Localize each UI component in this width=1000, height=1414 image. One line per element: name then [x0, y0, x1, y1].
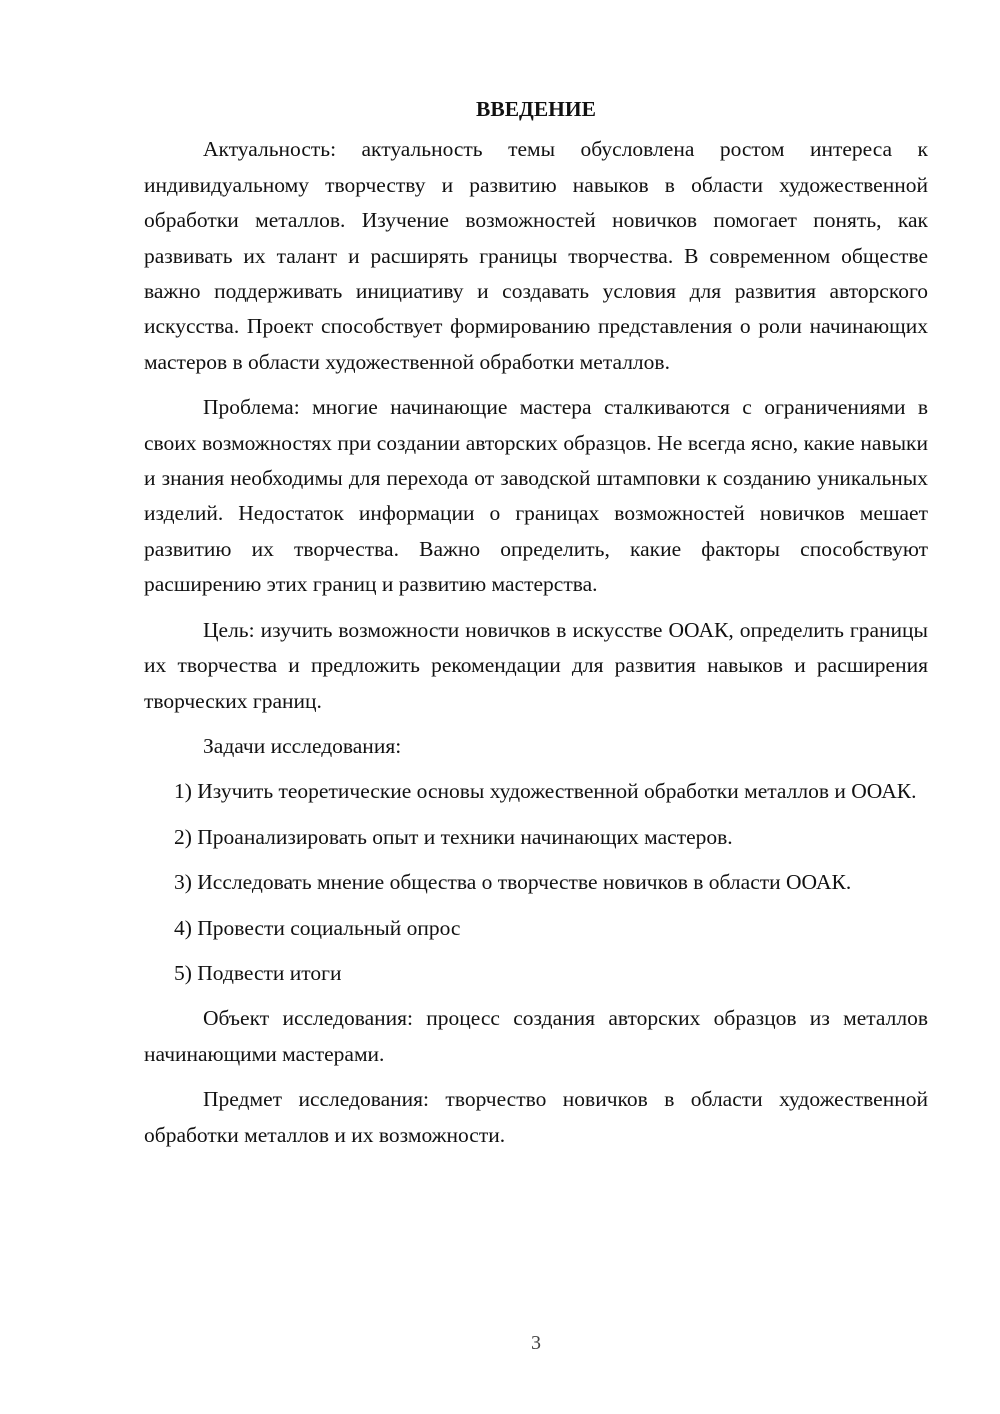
- tasks-heading: Задачи исследования:: [203, 733, 402, 758]
- task-item-3: 3) Исследовать мнение общества о творчестве новичков в области ООАК.: [174, 870, 852, 895]
- goal-paragraph: Цель: изучить возможности новичков в искусстве ООАК, определить границы их творчества и предложить рекомендации для развития навыков и расширения творческих границ.: [144, 617, 928, 713]
- page-number: 3: [531, 1332, 541, 1354]
- research-subject-paragraph: Предмет исследования: творчество новичков в области художественной обработки металлов и их возможности.: [144, 1087, 928, 1147]
- relevance-paragraph: Актуальность: актуальность темы обусловлена ростом интереса к индивидуальному творчеству и развитию навыков в области художественной обработки металлов. Изучение возможностей новичков помогает понять, как развивать их талант и расширять границы творчества. В современном обществе важно поддерживать инициативу и создавать условия для развития авторского искусства. Проект способствует формированию представления о роли начинающих мастеров в области художественной обработки металлов.: [144, 137, 928, 374]
- problem-paragraph: Проблема: многие начинающие мастера сталкиваются с ограничениями в своих возможностях при создании авторских образцов. Не всегда ясно, какие навыки и знания необходимы для перехода от заводской штамповки к созданию уникальных изделий. Недостаток информации о границах возможностей новичков мешает развитию их творчества. Важно определить, какие факторы способствуют расширению этих границ и развитию мастерства.: [144, 395, 928, 597]
- research-object-paragraph: Объект исследования: процесс создания авторских образцов из металлов начинающими мастерами.: [144, 1006, 928, 1066]
- document-page: [144, 92, 928, 1163]
- page-title: ВВЕДЕНИЕ: [476, 97, 596, 121]
- task-item-5: 5) Подвести итоги: [174, 960, 342, 985]
- task-item-1: 1) Изучить теоретические основы художественной обработки металлов и ООАК.: [174, 779, 917, 804]
- task-item-4: 4) Провести социальный опрос: [174, 915, 461, 940]
- task-item-2: 2) Проанализировать опыт и техники начинающих мастеров.: [174, 824, 733, 849]
